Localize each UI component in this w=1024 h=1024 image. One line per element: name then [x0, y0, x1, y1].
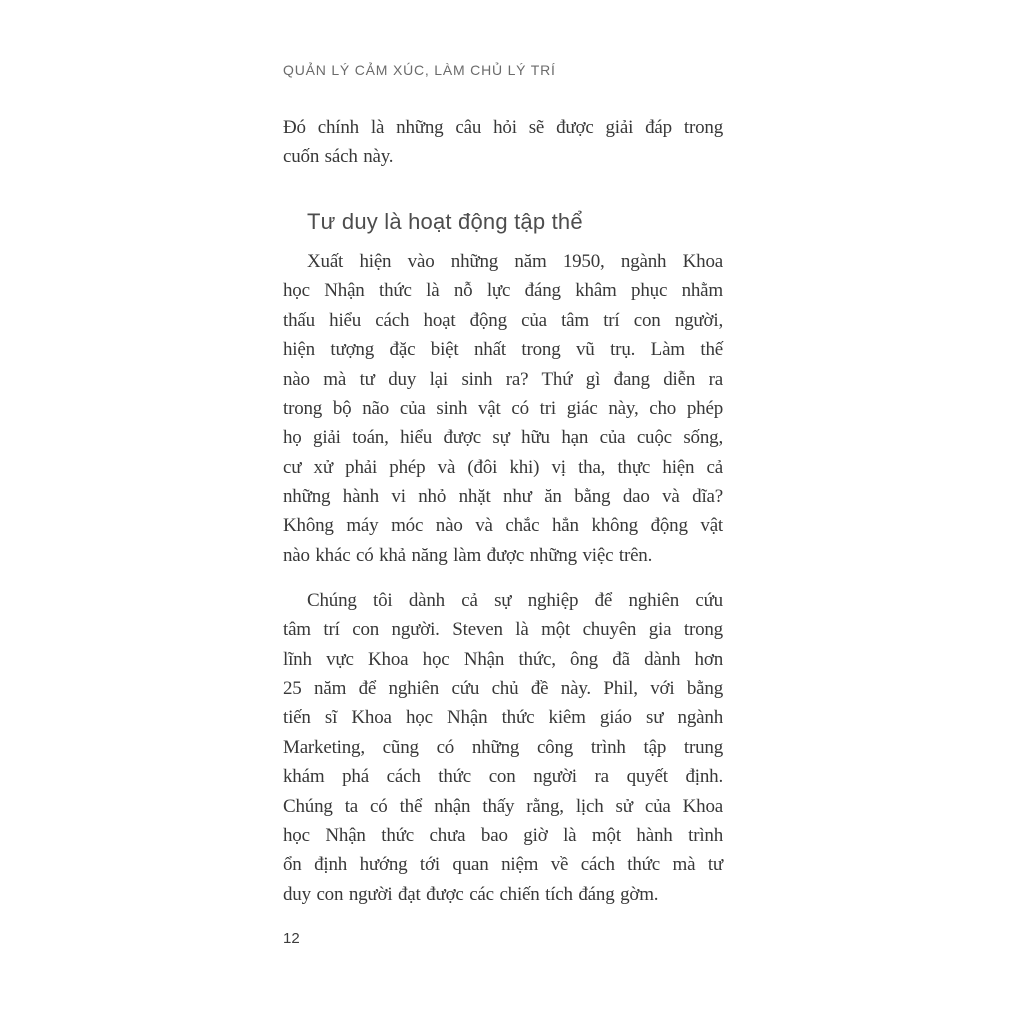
paragraph-line: khám phá cách thức con người ra quyết định.	[283, 766, 723, 788]
page-body	[283, 113, 723, 909]
running-header: QUẢN LÝ CẢM XÚC, LÀM CHỦ LÝ TRÍ	[283, 62, 556, 78]
paragraph-line: duy con người đạt được các chiến tích đáng gờm.	[283, 883, 659, 905]
body-paragraph	[283, 113, 723, 172]
paragraph-line: học Nhận thức chưa bao giờ là một hành trình	[283, 824, 723, 846]
paragraph-line: cư xử phải phép và (đôi khi) vị tha, thực hiện cả	[283, 456, 723, 478]
section-heading: Tư duy là hoạt động tập thể	[307, 208, 583, 234]
paragraph-line: họ giải toán, hiểu được sự hữu hạn của cuộc sống,	[283, 427, 723, 449]
paragraph-line: cuốn sách này.	[283, 146, 394, 168]
body-paragraph	[283, 586, 723, 909]
paragraph-line: tâm trí con người. Steven là một chuyên gia trong	[283, 619, 723, 641]
paragraph-line: 25 năm để nghiên cứu chủ đề này. Phil, với bằng	[283, 678, 723, 700]
paragraph-line: thấu hiểu cách hoạt động của tâm trí con người,	[283, 309, 723, 331]
paragraph-line: học Nhận thức là nỗ lực đáng khâm phục nhằm	[283, 280, 723, 302]
paragraph-line: lĩnh vực Khoa học Nhận thức, ông đã dành hơn	[283, 648, 723, 670]
paragraph-line: những hành vi nhỏ nhặt như ăn bằng dao và dĩa?	[283, 486, 723, 508]
paragraph-line: ổn định hướng tới quan niệm về cách thức mà tư	[283, 854, 723, 876]
paragraph-line: nào khác có khả năng làm được những việc trên.	[283, 544, 653, 566]
paragraph-line: Chúng ta có thể nhận thấy rằng, lịch sử của Khoa	[283, 795, 723, 817]
paragraph-line: hiện tượng đặc biệt nhất trong vũ trụ. Làm thế	[283, 339, 723, 361]
paragraph-line: Xuất hiện vào những năm 1950, ngành Khoa	[307, 250, 723, 272]
body-paragraph	[283, 247, 723, 570]
paragraph-line: Marketing, cũng có những công trình tập trung	[283, 736, 723, 758]
paragraph-line: nào mà tư duy lại sinh ra? Thứ gì đang diễn ra	[283, 368, 723, 390]
paragraph-line: tiến sĩ Khoa học Nhận thức kiêm giáo sư ngành	[283, 707, 723, 729]
paragraph-line: trong bộ não của sinh vật có tri giác này, cho phép	[283, 397, 723, 419]
paragraph-line: Chúng tôi dành cả sự nghiệp để nghiên cứu	[307, 589, 723, 611]
page-number: 12	[283, 930, 300, 947]
paragraph-line: Đó chính là những câu hỏi sẽ được giải đáp trong	[283, 117, 723, 138]
paragraph-line: Không máy móc nào và chắc hẳn không động vật	[283, 515, 723, 537]
